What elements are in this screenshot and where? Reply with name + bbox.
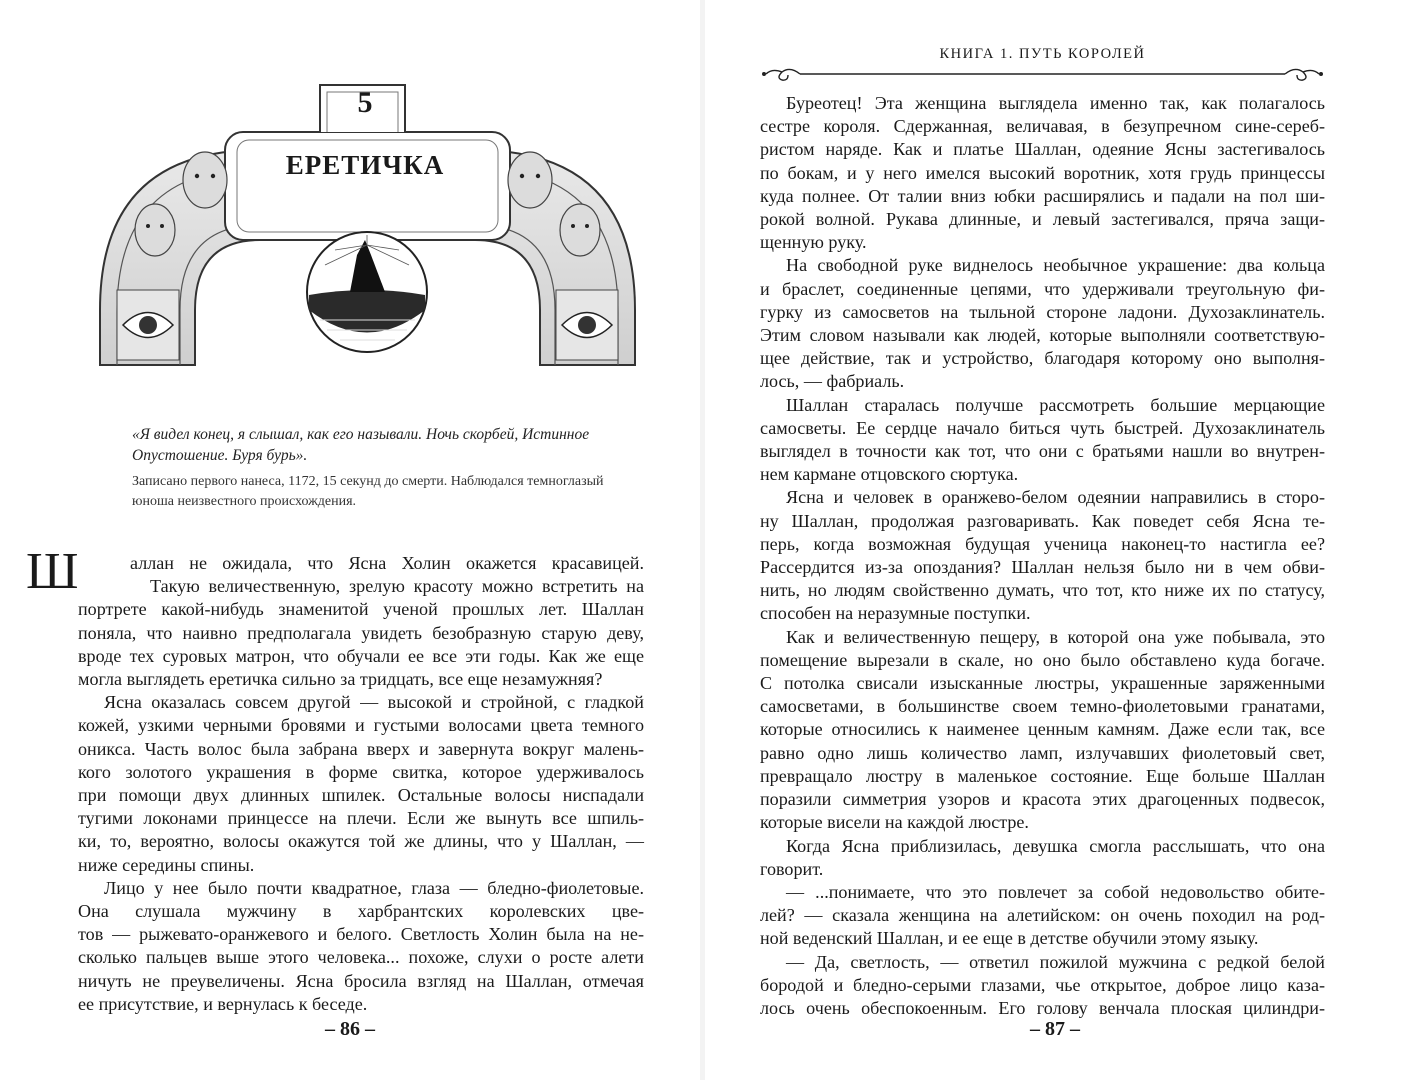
- body-line: Шаллан старалась получше рассмотреть большие мерцающие: [786, 394, 1325, 415]
- body-line: перь, когда возможная будущая ученица наконец-то настигла ее?: [760, 533, 1325, 554]
- body-line: портрете какой-нибудь знаменитой ученой прошлых лет. Шаллан: [78, 599, 644, 620]
- body-line: и браслет, соединенные цепями, что удерживали треугольную фи-: [760, 278, 1325, 299]
- body-line: щее действие, так и устройство, благодаря которому оно выполня-: [760, 348, 1325, 369]
- body-line: ки, то, вероятно, волосы окажутся той же длины, что у Шаллан, —: [78, 831, 644, 852]
- body-line: поразили симметрия узоров и красота этих драгоценных подвесок,: [760, 789, 1325, 810]
- body-line: ной веденский Шаллан, и ее еще в детстве обучили этому языку.: [760, 928, 1259, 949]
- body-line: рокой волной. Рукава длинные, и левый застегивался, пряча защи-: [760, 209, 1325, 230]
- left-body-text: [26, 543, 644, 1016]
- body-line: гурку из самосветов на тыльной стороне ладони. Духозаклинатель.: [760, 301, 1325, 322]
- body-line: кожей, узкими черными бровями и густыми волосами цвета темного: [78, 715, 644, 736]
- body-line: ничуть не преувеличены. Ясна бросила взгляд на Шаллан, отмечая: [78, 970, 644, 991]
- epigraph: [132, 424, 637, 512]
- body-line: Ясна и человек в оранжево-белом одеянии направились в сторо-: [786, 487, 1325, 508]
- body-line: кого золотого украшения в форме свитка, которое удерживалось: [78, 761, 644, 782]
- body-line: говорит.: [760, 858, 824, 879]
- body-line: — Да, светлость, — ответил пожилой мужчина с редкой белой: [786, 951, 1325, 972]
- body-line: превращало люстру в маленькое состояние. Еще больше Шаллан: [760, 765, 1325, 786]
- epigraph-note: Записано первого нанеса, 1172, 15 секунд до смерти. Наблюдался темноглазый юноша неизвестного происхождения.: [132, 474, 604, 509]
- eye-left-icon: [117, 290, 179, 360]
- body-line: самосветами, в большинстве своем темно-фиолетовыми гранатами,: [760, 696, 1325, 717]
- right-body-text: [760, 92, 1325, 1020]
- body-line: сестре короля. Сдержанная, величавая, в безупречном сине-сереб-: [760, 116, 1325, 137]
- chapter-number: 5: [357, 86, 373, 119]
- body-line: способен на неразумные поступки.: [760, 603, 1031, 624]
- body-line: Когда Ясна приблизилась, девушка смогла расслышать, что она: [786, 835, 1325, 856]
- body-line: На свободной руке виднелось необычное украшение: два кольца: [786, 255, 1325, 276]
- body-line: вроде тех суровых матрон, что обучали ее все эти годы. Как же еще: [78, 645, 644, 666]
- body-line: ее присутствие, и вернулась к беседе.: [78, 993, 368, 1014]
- body-line: ниже середины спины.: [78, 854, 255, 875]
- body-line: Как и величественную пещеру, в которой она уже побывала, это: [786, 626, 1325, 647]
- body-line: Этим словом называли как людей, которые выполняли соответствую-: [760, 325, 1325, 346]
- body-line: при помощи двух длинных шпилек. Остальные волосы ниспадали: [78, 785, 644, 806]
- body-line: выглядел в точности как тот, что они с братьями нашли во внутрен-: [760, 441, 1325, 462]
- body-line: по бокам, и у него имелся высокий воротник, хотя грудь принцессы: [760, 162, 1325, 183]
- chapter-title: ЕРЕТИЧКА: [285, 150, 445, 180]
- body-line: ну Шаллан, продолжая разговаривать. Как поведет себя Ясна те-: [760, 510, 1325, 531]
- ornamental-rule: [760, 64, 1325, 84]
- body-line: — ...понимаете, что это повлечет за собой недовольство обите-: [786, 881, 1325, 902]
- body-line: которые висели на каждой люстре.: [760, 812, 1029, 833]
- body-line: Лицо у нее было почти квадратное, глаза — бледно-фиолетовые.: [104, 877, 644, 898]
- body-line: нить, но людям свойственно думать, что тот, кто ниже их по статусу,: [760, 580, 1325, 601]
- body-line: сколько пальцев выше этого человека... похоже, слухи о росте алети: [78, 947, 644, 968]
- page-number-left: – 86 –: [325, 1018, 375, 1040]
- body-line: оникса. Часть волос была забрана вверх и завернута вокруг малень-: [78, 738, 644, 759]
- body-line: поняла, что наивно предполагала увидеть безобразную старую деву,: [78, 622, 644, 643]
- eye-right-icon: [556, 290, 618, 360]
- drop-cap: Ш: [26, 543, 79, 600]
- body-line: нем кармане отцовского сюртука.: [760, 464, 1019, 485]
- body-line: тугими локонами принцессе на плечи. Если же вынуть все шпиль-: [78, 808, 644, 829]
- running-head: КНИГА 1. ПУТЬ КОРОЛЕЙ: [939, 46, 1146, 62]
- body-line: С потолка свисали изысканные люстры, украшенные заряженными: [760, 673, 1325, 694]
- body-line: лось, — фабриаль.: [760, 371, 905, 392]
- body-line: которые относились к наименее ценным камням. Даже если так, все: [760, 719, 1325, 740]
- body-line: лось очень обеспокоенным. Его голову венчала плоская цилиндри-: [760, 997, 1325, 1018]
- body-line: помещение вырезали в скале, но оно было обставлено куда богаче.: [760, 649, 1325, 670]
- body-line: лей? — сказала женщина на алетийском: он очень походил на род-: [760, 905, 1325, 926]
- body-line: Рассердится из-за опоздания? Шаллан нельзя было ни в чем обви-: [760, 557, 1325, 578]
- chapter-arch-illustration: [95, 80, 640, 380]
- body-line: Ясна оказалась совсем другой — высокой и стройной, с гладкой: [104, 692, 644, 713]
- body-line: тов — рыжевато-оранжевого и белого. Светлость Холин была на не-: [78, 924, 644, 945]
- left-page: [0, 0, 700, 1080]
- body-line: куда полнее. От талии вниз юбки расширялись и падали на пол ши-: [760, 185, 1325, 206]
- body-line: Буреотец! Эта женщина выглядела именно так, как полагалось: [786, 93, 1325, 113]
- body-line: могла выглядеть еретичка сильно за тридцать, все еще незамужняя?: [78, 669, 603, 690]
- medallion-icon: [307, 232, 427, 352]
- page-number-right: – 87 –: [1030, 1018, 1080, 1040]
- body-line: самосветы. Ее сердце начало биться чуть быстрей. Духозаклинатель: [760, 417, 1325, 438]
- body-line: щенную руку.: [760, 232, 867, 253]
- body-line: бородой и бледно-серыми глазами, чье открытое, доброе лицо каза-: [760, 974, 1325, 995]
- right-page: [705, 0, 1405, 1080]
- body-line: Такую величественную, зрелую красоту можно встретить на: [150, 576, 644, 597]
- body-line: Она слушала мужчину в харбрантских королевских цве-: [78, 901, 644, 922]
- epigraph-quote: «Я видел конец, я слышал, как его называли. Ночь скорбей, Истинное Опустошение. Буря бурь».: [132, 426, 590, 464]
- body-line: ристом наряде. Как и платье Шаллан, одеяние Ясны застегивалось: [760, 139, 1325, 160]
- body-line: равно одно лишь количество ламп, излучавших фиолетовый свет,: [760, 742, 1325, 763]
- body-line: Ш аллан не ожидала, что Ясна Холин окажется красавицей.: [26, 543, 644, 600]
